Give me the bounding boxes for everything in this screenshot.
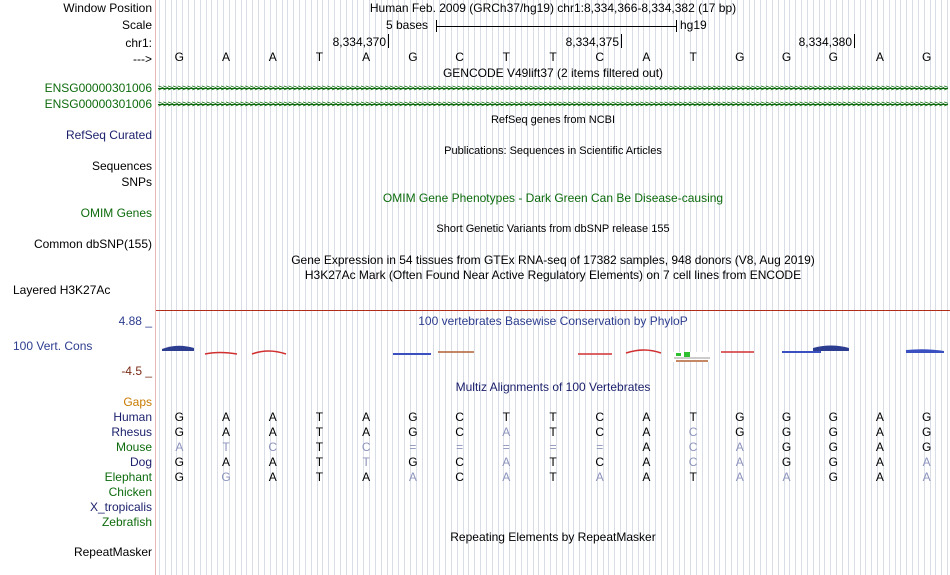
base: T: [315, 440, 324, 454]
base: C: [688, 455, 698, 469]
cons-mark: [205, 353, 237, 355]
cons-mark: [906, 349, 944, 353]
base: A: [735, 440, 744, 454]
base: A: [222, 455, 231, 469]
label-snps[interactable]: SNPs: [121, 175, 152, 189]
alignment-row-mouse: [156, 440, 950, 454]
label-scale: Scale: [121, 18, 152, 32]
tick-label-2: 8,334,375: [565, 35, 619, 49]
tick-mark-1: [388, 34, 389, 48]
base: =: [502, 440, 510, 454]
base: =: [409, 440, 417, 454]
base: A: [222, 50, 231, 64]
base: A: [408, 470, 417, 484]
base: C: [268, 440, 278, 454]
cons-mark: [393, 353, 431, 355]
base: G: [408, 50, 418, 64]
conservation-plot[interactable]: [156, 332, 950, 372]
cons-mark: [626, 350, 661, 353]
gencode-feature-1[interactable]: [158, 83, 948, 94]
label-common-dbsnp[interactable]: Common dbSNP(155): [33, 237, 152, 251]
base: A: [735, 470, 744, 484]
base: G: [828, 470, 838, 484]
base: A: [502, 425, 511, 439]
base: A: [875, 50, 884, 64]
layered-h3k27ac-baseline: [156, 310, 950, 311]
base: A: [362, 410, 371, 424]
base: A: [642, 410, 651, 424]
alignment-row-rhesus: [156, 425, 950, 439]
base: G: [781, 455, 792, 469]
base: A: [595, 470, 604, 484]
multiz-track-title: Multiz Alignments of 100 Vertebrates: [455, 380, 651, 394]
label-refseq-curated[interactable]: RefSeq Curated: [65, 128, 152, 142]
base: G: [221, 470, 231, 484]
base: C: [595, 50, 605, 64]
label-strand-arrow: --->: [133, 52, 152, 66]
label-layered-h3k27ac[interactable]: Layered H3K27Ac: [13, 283, 111, 297]
base: C: [455, 50, 464, 64]
base: A: [268, 470, 277, 484]
label-gencode-item-1[interactable]: ENSG00000301006: [44, 81, 152, 95]
base: T: [315, 455, 324, 469]
base: G: [828, 455, 838, 469]
base: T: [689, 50, 697, 64]
label-cons-max: 4.88 _: [118, 314, 152, 328]
alignment-row-dog: [156, 455, 950, 469]
tick-label-1: 8,334,370: [332, 35, 386, 49]
label-window-position: Window Position: [63, 1, 152, 15]
scale-bar: [156, 17, 950, 33]
base: A: [268, 50, 277, 64]
gencode-feature-2[interactable]: [158, 99, 948, 110]
base: G: [735, 425, 745, 439]
base: T: [689, 470, 697, 484]
base: T: [549, 455, 557, 469]
publications-track-title: Publications: Sequences in Scientific Articles: [444, 145, 662, 157]
base: G: [781, 440, 792, 454]
base: T: [362, 455, 370, 469]
dbsnp-track-title: Short Genetic Variants from dbSNP release 155: [436, 223, 670, 235]
base: A: [642, 455, 651, 469]
label-sequences[interactable]: Sequences: [91, 159, 152, 173]
base: C: [688, 425, 698, 439]
base: T: [502, 410, 510, 424]
base: A: [362, 425, 371, 439]
base: A: [875, 455, 884, 469]
base: G: [828, 440, 838, 454]
base: A: [922, 470, 931, 484]
base: C: [455, 455, 464, 469]
base: G: [174, 425, 185, 439]
tick-mark-3: [854, 34, 855, 48]
base: A: [782, 470, 791, 484]
cons-mark: [813, 346, 849, 352]
base: G: [174, 410, 185, 424]
base: T: [549, 425, 557, 439]
base: G: [781, 50, 792, 64]
label-elephant[interactable]: Elephant: [104, 470, 152, 484]
base: =: [596, 440, 604, 454]
base: A: [222, 425, 231, 439]
base: A: [642, 470, 651, 484]
cons-mark: [676, 353, 681, 356]
label-gaps[interactable]: Gaps: [123, 395, 152, 409]
base: A: [642, 50, 651, 64]
gencode-track-title: GENCODE V49lift37 (2 items filtered out): [442, 66, 664, 80]
base: T: [315, 470, 324, 484]
tracks-panel[interactable]: [156, 0, 950, 575]
alignment-row-elephant: [156, 470, 950, 484]
base: C: [455, 470, 464, 484]
tick-label-3: 8,334,380: [798, 35, 852, 49]
base: A: [362, 50, 371, 64]
gtex-track-title: Gene Expression in 54 tissues from GTEx RNA-seq of 17382 samples, 948 donors (V8, Aug 2019): [291, 253, 815, 267]
cons-mark: [252, 351, 286, 354]
label-zebrafish[interactable]: Zebrafish: [101, 515, 152, 529]
base: A: [222, 410, 231, 424]
label-gencode-item-2[interactable]: ENSG00000301006: [44, 97, 152, 111]
label-mouse[interactable]: Mouse: [115, 440, 152, 454]
label-omim-genes[interactable]: OMIM Genes: [80, 206, 152, 220]
base: A: [642, 440, 651, 454]
base: C: [595, 455, 605, 469]
base: A: [735, 455, 744, 469]
h3k27ac-track-title: H3K27Ac Mark (Often Found Near Active Regulatory Elements) on 7 cell lines from ENCODE: [304, 268, 802, 282]
base: A: [875, 440, 884, 454]
base: G: [174, 50, 185, 64]
base: =: [549, 440, 557, 454]
base: A: [502, 470, 511, 484]
base: A: [502, 455, 511, 469]
base: G: [781, 425, 792, 439]
base: G: [781, 410, 792, 424]
label-x-tropicalis[interactable]: X_tropicalis: [89, 500, 152, 514]
base: T: [315, 50, 324, 64]
base: A: [875, 425, 884, 439]
base: A: [175, 440, 184, 454]
label-chrom: chr1:: [125, 36, 152, 50]
base: G: [408, 410, 418, 424]
base: C: [455, 410, 464, 424]
phylop-track-title: 100 vertebrates Basewise Conservation by PhyloP: [418, 314, 688, 328]
base: A: [875, 410, 884, 424]
position-title: Human Feb. 2009 (GRCh37/hg19) chr1:8,334,366-8,334,382 (17 bp): [369, 1, 737, 15]
base: C: [595, 410, 605, 424]
label-rhesus[interactable]: Rhesus: [111, 425, 152, 439]
tick-mark-2: [621, 34, 622, 48]
label-repeatmasker[interactable]: RepeatMasker: [73, 545, 152, 559]
base: G: [828, 425, 838, 439]
repeatmasker-track-title: Repeating Elements by RepeatMasker: [450, 530, 656, 544]
base: A: [922, 455, 931, 469]
label-vert-cons[interactable]: 100 Vert. Cons: [13, 339, 93, 353]
base: T: [549, 470, 557, 484]
base: G: [921, 50, 932, 64]
base: C: [361, 440, 371, 454]
track-labels: [0, 0, 155, 575]
base: G: [828, 50, 838, 64]
base: T: [222, 440, 230, 454]
base: G: [408, 425, 418, 439]
base: T: [315, 425, 324, 439]
label-cons-min: -4.5 _: [121, 364, 152, 378]
cons-mark: [684, 352, 690, 357]
base: T: [549, 50, 557, 64]
alignment-row-human: [156, 410, 950, 424]
base: C: [595, 425, 605, 439]
base: G: [828, 410, 838, 424]
base: C: [455, 425, 464, 439]
base: T: [549, 410, 557, 424]
cons-mark: [162, 346, 194, 351]
base: G: [408, 455, 418, 469]
refseq-track-title: RefSeq genes from NCBI: [490, 114, 616, 126]
base-sequence-row: [156, 50, 950, 64]
base: A: [362, 470, 371, 484]
base: G: [735, 50, 745, 64]
base: T: [502, 50, 510, 64]
base: T: [315, 410, 324, 424]
base: A: [642, 425, 651, 439]
base: G: [921, 410, 932, 424]
assembly-text: hg19: [680, 18, 707, 32]
base: =: [456, 440, 464, 454]
scale-text: 5 bases: [386, 18, 429, 32]
base: A: [875, 470, 884, 484]
omim-track-title: OMIM Gene Phenotypes - Dark Green Can Be Disease-causing: [382, 191, 724, 205]
base: A: [268, 410, 277, 424]
label-human[interactable]: Human: [113, 410, 152, 424]
base: A: [268, 455, 277, 469]
cons-mark: [782, 351, 821, 353]
base: G: [735, 410, 745, 424]
base: T: [689, 410, 697, 424]
base: G: [174, 455, 185, 469]
base: A: [268, 425, 277, 439]
base: G: [921, 440, 932, 454]
base: C: [688, 440, 698, 454]
label-chicken[interactable]: Chicken: [108, 485, 152, 499]
base: G: [921, 425, 932, 439]
base: G: [174, 470, 185, 484]
label-dog[interactable]: Dog: [129, 455, 152, 469]
